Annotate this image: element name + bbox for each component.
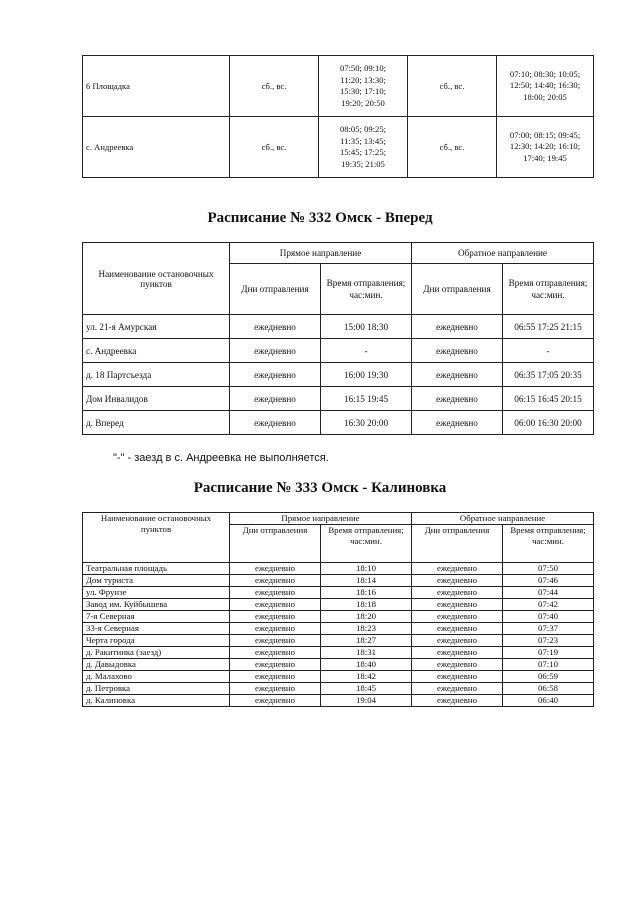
schedule-332-note: "-" - заезд в с. Андреевка не выполняется. <box>113 452 329 464</box>
time-line: 07:10; 08:30; 10:05; <box>509 68 581 79</box>
days-backward: ежедневно <box>412 563 503 575</box>
days-backward: ежедневно <box>412 575 503 587</box>
time-forward: 18:18 <box>321 599 412 611</box>
days-forward: ежедневно <box>230 623 321 635</box>
time-backward: 06:55 17:25 21:15 <box>503 315 594 339</box>
days-forward-header: Дни отправления <box>230 525 321 563</box>
days-forward: ежедневно <box>230 671 321 683</box>
time-line: 12:50; 14:40; 16:30; <box>509 80 581 91</box>
time-forward: 16:30 20:00 <box>321 411 412 435</box>
time-forward: 16:15 19:45 <box>321 387 412 411</box>
stop-name: с. Андреевка <box>83 339 230 363</box>
stop-name: д. Давыдовка <box>83 659 230 671</box>
forward-direction-header: Прямое направление <box>230 243 412 264</box>
time-forward: 16:00 19:30 <box>321 363 412 387</box>
schedule-333-title: Расписание № 333 Омск - Калиновка <box>193 480 447 496</box>
days-forward: ежедневно <box>230 339 321 363</box>
days-backward: сб., вс. <box>408 56 497 117</box>
time-line: 11:35; 13:45; <box>340 135 386 146</box>
stop-name-header: Наименование остановочных пунктов <box>83 513 230 563</box>
stop-name-header: Наименование остановочных пунктов <box>83 243 230 315</box>
time-forward: 18:16 <box>321 587 412 599</box>
table-row <box>83 411 594 435</box>
time-line: 15:45; 17:25; <box>339 147 387 157</box>
days-backward: ежедневно <box>412 611 503 623</box>
days-forward: ежедневно <box>230 611 321 623</box>
stop-name: Театральная площадь <box>83 563 230 575</box>
days-backward-header: Дни отправления <box>412 264 503 315</box>
time-backward-header: Время отправления; час:мин. <box>503 264 594 315</box>
stop-name: д. Калиновка <box>83 695 230 707</box>
stop-name: Завод им. Куйбышева <box>83 599 230 611</box>
time-backward: 07:10 <box>503 659 594 671</box>
days-backward: ежедневно <box>412 659 503 671</box>
schedule-332-table <box>82 242 594 435</box>
days-backward: ежедневно <box>412 587 503 599</box>
stop-name: д. Малахово <box>83 671 230 683</box>
days-backward: ежедневно <box>412 623 503 635</box>
days-forward: сб., вс. <box>230 117 319 178</box>
backward-direction-header: Обратное направление <box>412 513 594 525</box>
stop-name: 7-я Северная <box>83 611 230 623</box>
stop-name: ул. 21-я Амурская <box>83 315 230 339</box>
time-backward: 06:40 <box>503 695 594 707</box>
days-backward: ежедневно <box>412 695 503 707</box>
time-backward-header: Время отправления; час:мин. <box>503 525 594 563</box>
table-row <box>83 683 594 695</box>
table-row <box>83 56 594 117</box>
time-backward: 07:50 <box>503 563 594 575</box>
time-backward: 07:46 <box>503 575 594 587</box>
days-backward: ежедневно <box>412 647 503 659</box>
days-backward: ежедневно <box>412 339 503 363</box>
days-backward: ежедневно <box>412 635 503 647</box>
days-forward: сб., вс. <box>230 56 319 117</box>
table-row <box>83 671 594 683</box>
time-backward: - <box>503 339 594 363</box>
time-backward: 06:58 <box>503 683 594 695</box>
time-backward: 06:15 16:45 20:15 <box>503 387 594 411</box>
stop-name: 6 Площадка <box>83 56 230 117</box>
time-backward: 07:19 <box>503 647 594 659</box>
days-forward-header: Дни отправления <box>230 264 321 315</box>
time-line: 07:50; 09:10; <box>339 63 387 73</box>
time-backward: 06:35 17:05 20:35 <box>503 363 594 387</box>
forward-direction-header: Прямое направление <box>230 513 412 525</box>
days-backward: ежедневно <box>412 599 503 611</box>
days-forward: ежедневно <box>230 683 321 695</box>
days-backward: ежедневно <box>412 683 503 695</box>
table-row <box>83 387 594 411</box>
time-forward: 18:27 <box>321 635 412 647</box>
time-line: 08:05; 09:25; <box>339 124 387 134</box>
time-line: 17:40; 19:45 <box>523 152 567 163</box>
stop-name: 33-я Северная <box>83 623 230 635</box>
time-forward: - <box>321 339 412 363</box>
time-backward: 06:00 16:30 20:00 <box>503 411 594 435</box>
time-forward: 15:00 18:30 <box>321 315 412 339</box>
stop-name: д. 18 Партсъезда <box>83 363 230 387</box>
stop-name: с. Андреевка <box>83 117 230 178</box>
stop-name: ул. Фрунзе <box>83 587 230 599</box>
time-backward: 07:37 <box>503 623 594 635</box>
times-forward <box>319 56 408 117</box>
days-backward-header: Дни отправления <box>412 525 503 563</box>
time-line: 19:20; 20:50 <box>341 97 385 108</box>
stop-name: д. Вперед <box>83 411 230 435</box>
time-forward-header: Время отправления; час:мин. <box>321 525 412 563</box>
table-row <box>83 339 594 363</box>
table-row <box>83 623 594 635</box>
schedule-continuation-table <box>82 55 594 178</box>
table-row <box>83 635 594 647</box>
table-row <box>83 575 594 587</box>
days-forward: ежедневно <box>230 411 321 435</box>
time-forward: 18:45 <box>321 683 412 695</box>
table-row <box>83 695 594 707</box>
time-forward-header: Время отправления; час:мин. <box>321 264 412 315</box>
stop-name: Черта города <box>83 635 230 647</box>
days-forward: ежедневно <box>230 647 321 659</box>
table-row <box>83 659 594 671</box>
days-forward: ежедневно <box>230 575 321 587</box>
time-line: 15:30; 17:10; <box>339 86 387 96</box>
table-row <box>83 315 594 339</box>
table-row <box>83 647 594 659</box>
time-forward: 18:31 <box>321 647 412 659</box>
time-backward: 07:23 <box>503 635 594 647</box>
stop-name: Дом туриста <box>83 575 230 587</box>
days-backward: ежедневно <box>412 387 503 411</box>
time-line: 19:35; 21:05 <box>341 158 385 169</box>
days-forward: ежедневно <box>230 587 321 599</box>
time-forward: 18:20 <box>321 611 412 623</box>
days-backward: сб., вс. <box>408 117 497 178</box>
time-line: 18:00; 20:05 <box>523 91 567 102</box>
times-forward <box>319 117 408 178</box>
days-forward: ежедневно <box>230 563 321 575</box>
days-forward: ежедневно <box>230 599 321 611</box>
days-backward: ежедневно <box>412 671 503 683</box>
table-row <box>83 563 594 575</box>
days-forward: ежедневно <box>230 695 321 707</box>
times-backward <box>497 56 594 117</box>
time-forward: 18:40 <box>321 659 412 671</box>
days-backward: ежедневно <box>412 411 503 435</box>
table-row <box>83 587 594 599</box>
time-line: 12:30; 14:20; 16:10; <box>509 141 581 152</box>
schedule-332-title: Расписание № 332 Омск - Вперед <box>207 210 433 226</box>
time-backward: 07:42 <box>503 599 594 611</box>
stop-name: д. Ракитинка (заезд) <box>83 647 230 659</box>
time-forward: 18:14 <box>321 575 412 587</box>
table-row <box>83 611 594 623</box>
table-row <box>83 599 594 611</box>
stop-name: Дом Инвалидов <box>83 387 230 411</box>
time-backward: 06:59 <box>503 671 594 683</box>
days-forward: ежедневно <box>230 315 321 339</box>
time-backward: 07:44 <box>503 587 594 599</box>
time-backward: 07:40 <box>503 611 594 623</box>
days-forward: ежедневно <box>230 363 321 387</box>
time-forward: 18:42 <box>321 671 412 683</box>
stop-name: д. Петровка <box>83 683 230 695</box>
days-forward: ежедневно <box>230 659 321 671</box>
days-backward: ежедневно <box>412 315 503 339</box>
table-row <box>83 117 594 178</box>
schedule-333-table <box>82 512 594 707</box>
time-line: 11:20; 13:30; <box>340 74 386 85</box>
time-forward: 18:10 <box>321 563 412 575</box>
days-forward: ежедневно <box>230 635 321 647</box>
days-backward: ежедневно <box>412 363 503 387</box>
days-forward: ежедневно <box>230 387 321 411</box>
time-line: 07:00; 08:15; 09:45; <box>509 129 581 140</box>
backward-direction-header: Обратное направление <box>412 243 594 264</box>
time-forward: 18:23 <box>321 623 412 635</box>
time-forward: 19:04 <box>321 695 412 707</box>
times-backward <box>497 117 594 178</box>
table-row <box>83 363 594 387</box>
